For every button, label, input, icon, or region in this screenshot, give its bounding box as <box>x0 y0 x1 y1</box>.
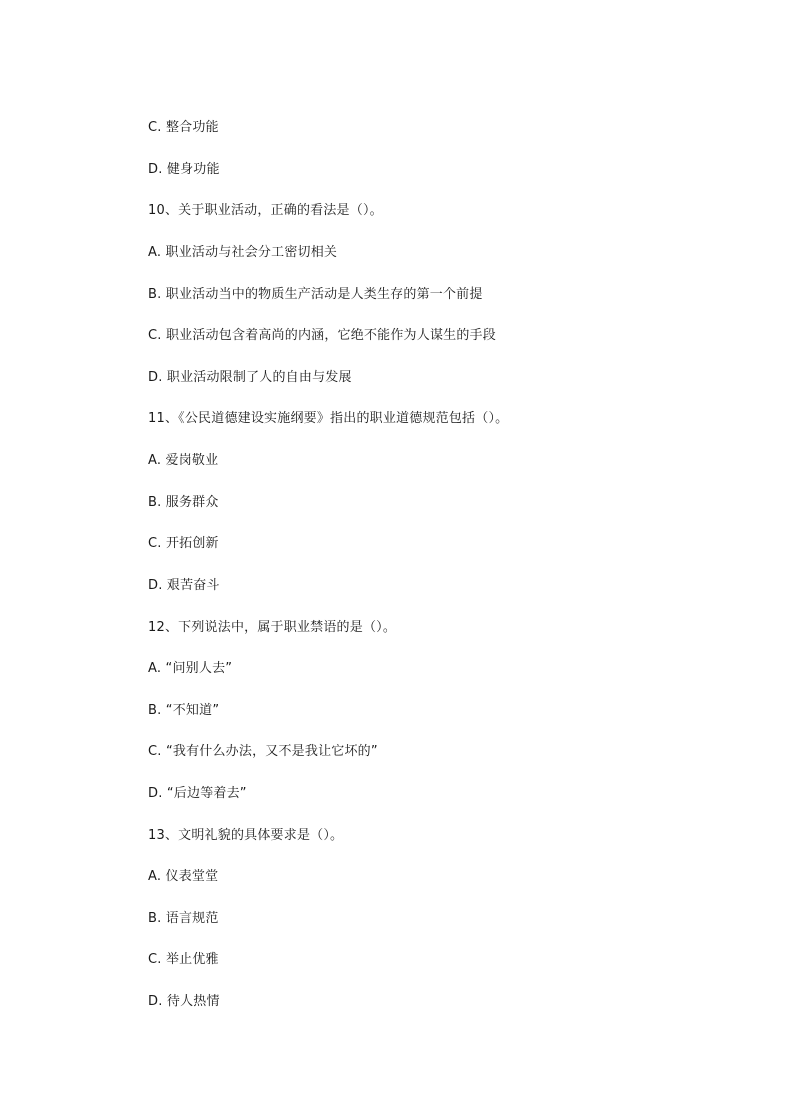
question-line: 11、《公民道德建设实施纲要》指出的职业道德规范包括（）。 <box>148 411 509 426</box>
option-line: B. 语言规范 <box>148 911 219 926</box>
option-line: D. “后边等着去” <box>148 786 247 801</box>
option-line: B. 职业活动当中的物质生产活动是人类生存的第一个前提 <box>148 287 483 302</box>
option-line: A. “问别人去” <box>148 661 233 676</box>
option-line: C. 开拓创新 <box>148 536 219 551</box>
option-line: B. 服务群众 <box>148 495 219 510</box>
option-line: C. “我有什么办法，又不是我让它坏的” <box>148 744 378 759</box>
option-line: A. 仪表堂堂 <box>148 869 219 884</box>
option-line: D. 艰苦奋斗 <box>148 578 220 593</box>
option-line: A. 爱岗敬业 <box>148 453 219 468</box>
option-line: D. 待人热情 <box>148 994 220 1009</box>
option-line: B. “不知道” <box>148 703 220 718</box>
option-line: D. 职业活动限制了人的自由与发展 <box>148 370 352 385</box>
question-line: 10、关于职业活动，正确的看法是（）。 <box>148 203 383 218</box>
option-line: C. 举止优雅 <box>148 952 219 967</box>
option-line: C. 整合功能 <box>148 120 219 135</box>
option-line: D. 健身功能 <box>148 162 220 177</box>
option-line: A. 职业活动与社会分工密切相关 <box>148 245 338 260</box>
option-line: C. 职业活动包含着高尚的内涵，它绝不能作为人谋生的手段 <box>148 328 496 343</box>
question-line: 12、下列说法中，属于职业禁语的是（）。 <box>148 620 397 635</box>
question-line: 13、文明礼貌的具体要求是（）。 <box>148 828 344 843</box>
